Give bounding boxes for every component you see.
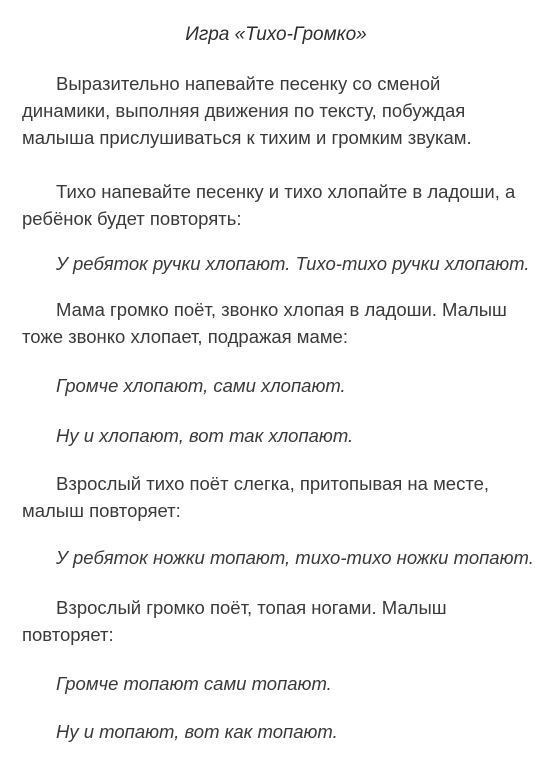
instruction-paragraph-2: Мама громко поёт, звонко хлопая в ладоши. Малыш тоже звонко хлопает, подражая маме: <box>22 299 507 347</box>
instruction-paragraph-4: Взрослый громко поёт, топая ногами. Малыш повторяет: <box>22 597 447 645</box>
verse-line-1: У ребяток ручки хлопают. Тихо-тихо ручки хлопают. <box>56 253 530 274</box>
verse-line-3: Ну и хлопают, вот так хлопают. <box>56 425 354 446</box>
verse-line-5: Громче топают сами топают. <box>56 673 332 694</box>
verse-line-2: Громче хлопают, сами хлопают. <box>56 375 346 396</box>
intro-paragraph: Выразительно напевайте песенку со сменой динамики, выполняя движения по тексту, побуждая малыша прислушиваться к тихим и громким звукам. <box>22 73 472 148</box>
verse-line-6: Ну и топают, вот как топают. <box>56 721 338 742</box>
instruction-paragraph-1: Тихо напевайте песенку и тихо хлопайте в ладоши, а ребёнок будет повторять: <box>22 181 516 229</box>
document-title: Игра «Тихо-Громко» <box>185 24 367 45</box>
verse-line-4: У ребяток ножки топают, тихо-тихо ножки топают. <box>56 547 534 568</box>
instruction-paragraph-3: Взрослый тихо поёт слегка, притопывая на месте, малыш повторяет: <box>22 473 490 521</box>
